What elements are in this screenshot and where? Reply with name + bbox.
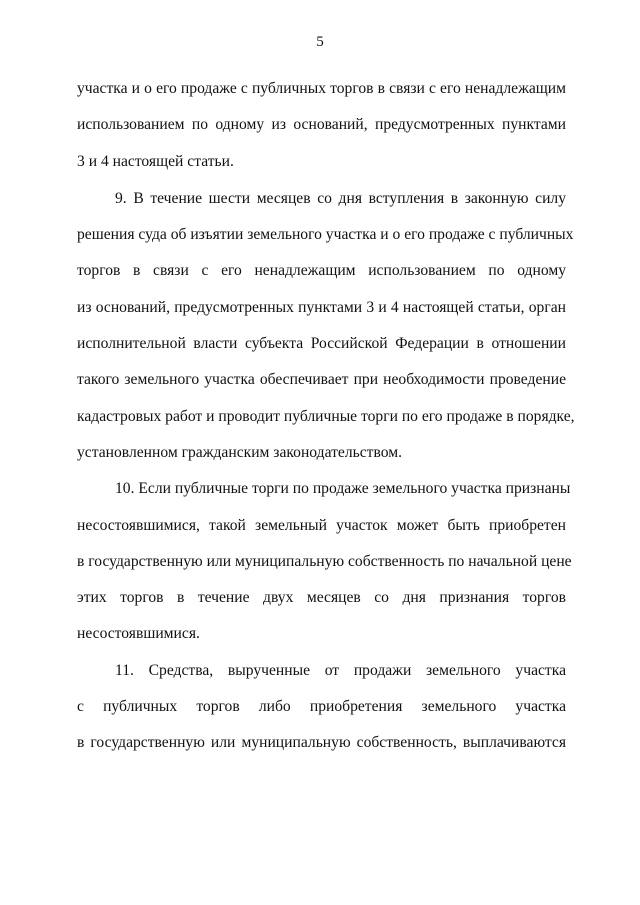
text-line: исполнительной власти субъекта Российской Федерации в отношении — [77, 335, 566, 353]
text-line: установленном гражданским законодательством. — [77, 443, 402, 461]
text-line: торгов в связи с его ненадлежащим использованием по одному — [77, 262, 566, 280]
document-body — [77, 71, 575, 762]
text-line: из оснований, предусмотренных пунктами 3 и 4 настоящей статьи, орган — [77, 298, 566, 316]
paragraph-item-9 — [77, 181, 575, 471]
text-line: с публичных торгов либо приобретения земельного участка — [77, 698, 566, 716]
text-line: участка и о его продаже с публичных торгов в связи с его ненадлежащим — [77, 80, 566, 97]
text-line: 9. В течение шести месяцев со дня вступления в законную силу — [115, 189, 566, 207]
text-line: решения суда об изъятии земельного участка и о его продаже с публичных — [77, 226, 574, 244]
text-line: 11. Средства, вырученные от продажи земельного участка — [115, 661, 566, 679]
text-line: в государственную или муниципальную собственность по начальной цене — [77, 552, 572, 570]
text-line: 3 и 4 настоящей статьи. — [77, 152, 234, 170]
text-line: кадастровых работ и проводит публичные торги по его продаже в порядке, — [77, 407, 575, 425]
text-line: использованием по одному из оснований, предусмотренных пунктами — [77, 116, 566, 134]
text-line: такого земельного участка обеспечивает при необходимости проведение — [77, 371, 566, 389]
text-line: этих торгов в течение двух месяцев со дня признания торгов — [77, 589, 566, 607]
paragraph-item-11 — [77, 653, 566, 762]
page-number: 5 — [316, 34, 324, 50]
text-line: 10. Если публичные торги по продаже земельного участка признаны — [115, 480, 571, 498]
text-line: несостоявшимися, такой земельный участок может быть приобретен — [77, 516, 566, 534]
text-line: несостоявшимися. — [77, 625, 200, 643]
text-line: в государственную или муниципальную собственность, выплачиваются — [77, 734, 566, 752]
paragraph-item-10 — [77, 471, 572, 652]
paragraph-continuation — [77, 71, 566, 180]
